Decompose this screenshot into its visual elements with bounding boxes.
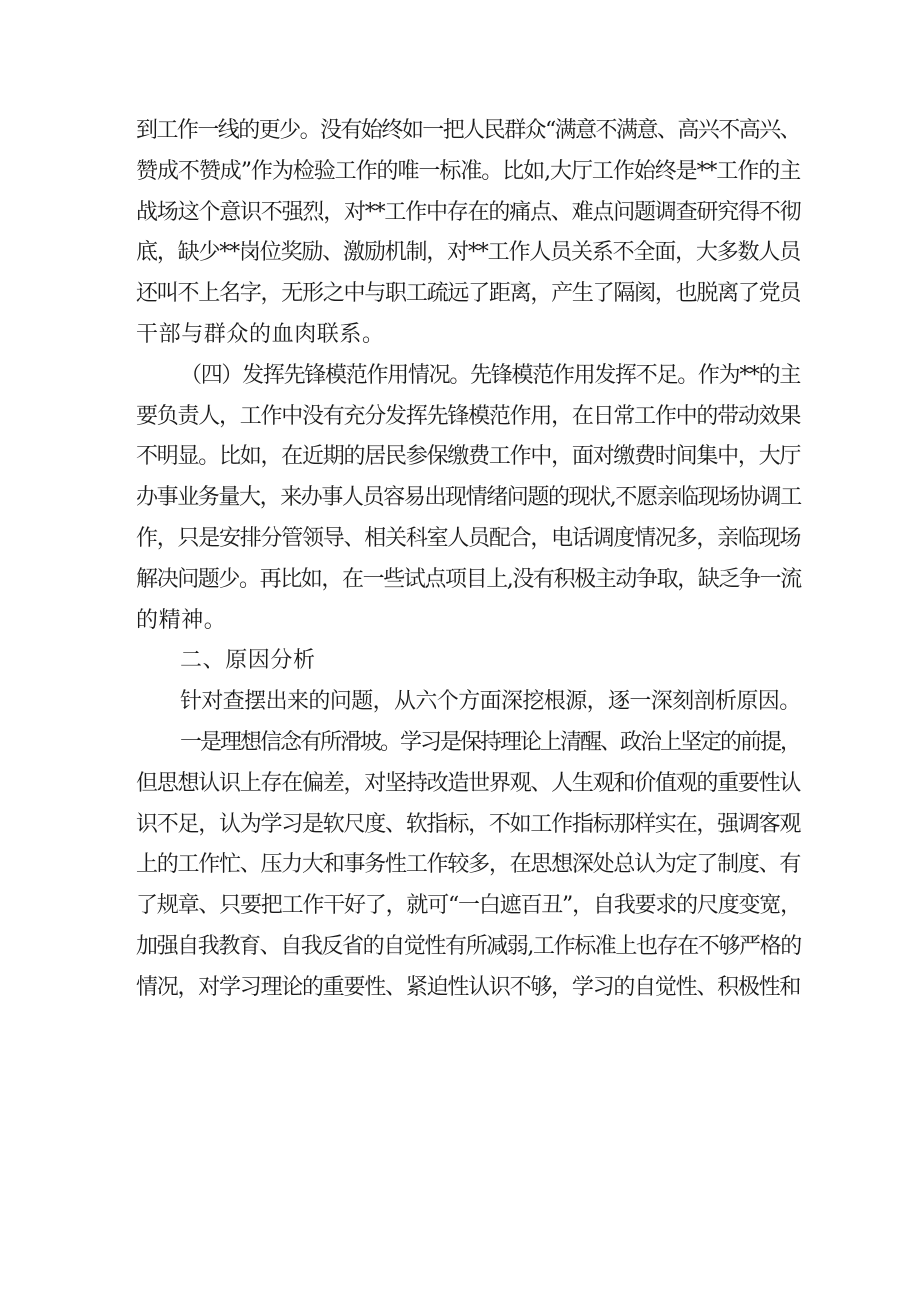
text-line: 不明显。比如，在近期的居民参保缴费工作中，面对缴费时间集中，大厅	[136, 444, 800, 470]
text-line: 识不足，认为学习是软尺度、软指标，不如工作指标那样实在，强调客观	[136, 811, 800, 837]
text-line: 底，缺少**岗位奖励、激励机制，对**工作人员关系不全面，大多数人员	[136, 240, 800, 266]
text-line: 要负责人，工作中没有充分发挥先锋模范作用，在日常工作中的带动效果	[136, 403, 800, 429]
text-line: 到工作一线的更少。没有始终如一把人民群众“满意不满意、高兴不高兴、	[136, 118, 800, 143]
document-body	[136, 111, 800, 1009]
text-line: 情况，对学习理论的重要性、紧迫性认识不够，学习的自觉性、积极性和	[136, 974, 800, 1000]
text-line: （四）发挥先锋模范作用情况。先锋模范作用发挥不足。作为**的主	[180, 362, 800, 388]
text-line: 干部与群众的血肉联系。	[136, 321, 385, 347]
text-line: 的精神。	[136, 607, 227, 633]
text-line: 还叫不上名字，无形之中与职工疏远了距离，产生了隔阂，也脱离了党员	[136, 281, 800, 307]
paragraph-continuation	[136, 111, 800, 356]
text-line: 针对查摆出来的问题，从六个方面深挖根源，逐一深刻剖析原因。	[180, 689, 801, 715]
paragraph-ideals-beliefs	[136, 723, 800, 1009]
paragraph-pioneer-role	[136, 356, 800, 642]
text-line: 赞成不赞成”作为检验工作的唯一标准。比如,大厅工作始终是**工作的主	[136, 158, 800, 184]
text-line: 但思想认识上存在偏差，对坚持改造世界观、人生观和价值观的重要性认	[136, 770, 800, 796]
text-line: 一是理想信念有所滑坡。学习是保持理论上清醒、政治上坚定的前提，	[180, 729, 801, 755]
text-line: 办事业务量大，来办事人员容易出现情绪问题的现状,不愿亲临现场协调工	[136, 485, 801, 511]
text-line: 二、原因分析	[180, 648, 316, 674]
text-line: 上的工作忙、压力大和事务性工作较多，在思想深处总认为定了制度、有	[136, 852, 800, 878]
text-line: 了规章、只要把工作干好了，就可“一白遮百丑”，自我要求的尺度变宽，	[136, 893, 801, 919]
text-line: 战场这个意识不强烈，对**工作中存在的痛点、难点问题调查研究得不彻	[136, 199, 801, 225]
text-line: 解决问题少。再比如，在一些试点项目上,没有积极主动争取，缺乏争一流	[136, 566, 801, 592]
section-heading-cause-analysis	[136, 641, 800, 682]
text-line: 加强自我教育、自我反省的自觉性有所减弱,工作标准上也存在不够严格的	[136, 933, 801, 959]
paragraph-intro	[136, 682, 800, 723]
text-line: 作，只是安排分管领导、相关科室人员配合，电话调度情况多，亲临现场	[136, 525, 800, 551]
